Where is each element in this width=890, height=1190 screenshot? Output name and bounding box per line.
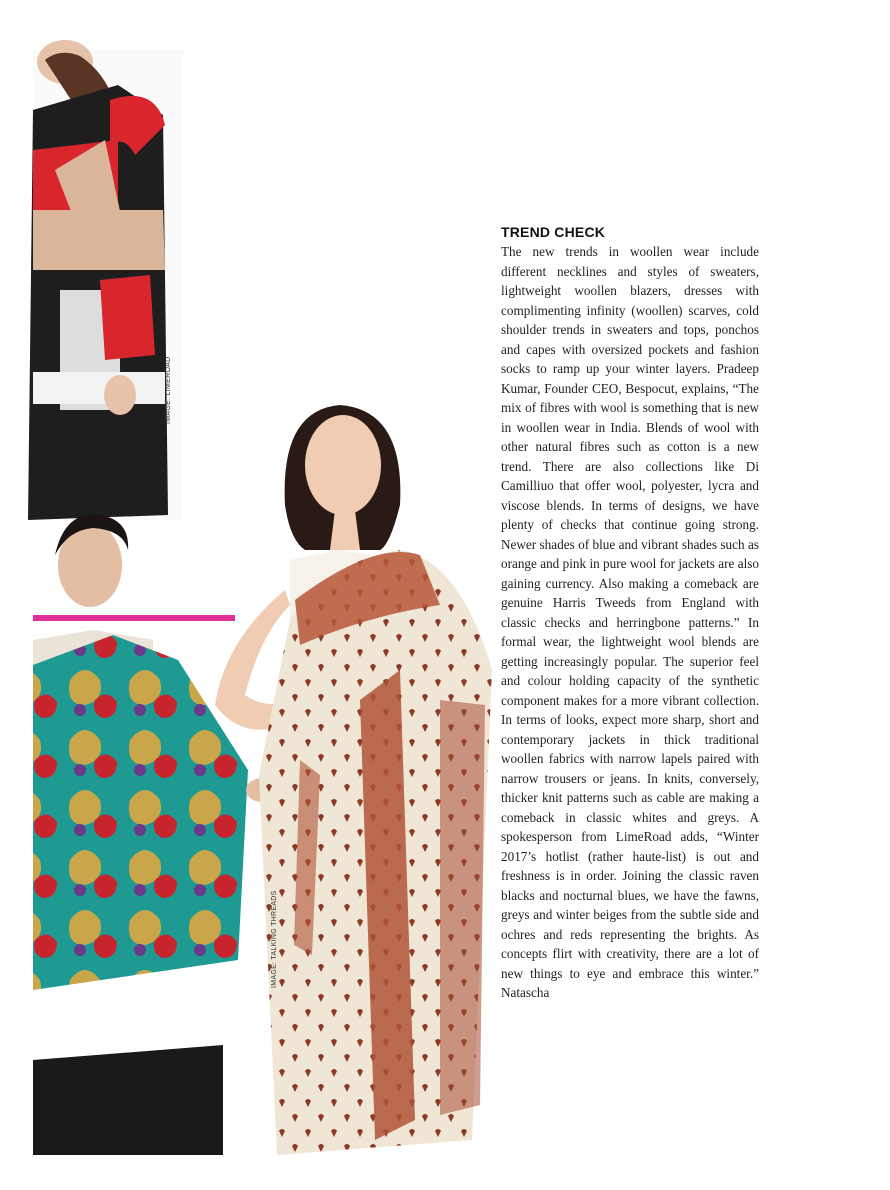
section-heading: TREND CHECK: [501, 224, 606, 240]
article-body: The new trends in woollen wear include different necklines and styles of sweaters, lightweight woollen blazers, dresses with complimenting infinity (woollen) scarves, cold shoulder trends in sweaters and tops, ponchos and capes with oversized pockets and fashion socks to ramp up your winter layers. Pradeep Kumar, Founder CEO, Bespocut, explains, “The mix of fibres with wool is something that is new in woollen wear in India. Blends of wool with other natural fibres such as cotton is a new trend. There are also collections like Di Camilliuo that offer wool, polyester, lycra and viscose blends. In terms of designs, we have plenty of checks that continue going strong. Newer shades of blue and vibrant shades such as orange and pink in pure wool for jackets are also gaining currency. Also making a comeback are genuine Harris Tweeds from England with classic checks and herringbone patterns.” In formal wear, the lightweight wool blends are getting increasingly popular. The superior feel and colour holding capacity of the synthetic component makes for a more vibrant collection. In terms of looks, expect more sharp, short and contemporary jackets in thick traditional woollen fabrics with narrow lapels paired with narrow trousers or jeans. In knits, conversely, thicker knit patterns such as cable are making a comeback in classic whites and greys. A spokesperson from LimeRoad adds, “Winter 2017’s hotlist (rather haute-list) is out and freshness is in order. Joining the classic raven blacks and nocturnal blues, we have the fawns, greys and winter beiges from the subtle side and ochres and reds representing the brights. As concepts flirt with creativity, there are a lot of new things to eye and embrace this winter.” Natascha: [501, 244, 759, 1000]
article-column: [501, 224, 759, 1003]
photo-credit-limeroad: IMAGE: LIMEROAD: [165, 356, 172, 424]
pink-divider: [33, 615, 235, 621]
shawl-model-photo: [33, 515, 278, 1156]
photo-credit-talking-threads: IMAGE: TALKING THREADS: [271, 890, 278, 988]
